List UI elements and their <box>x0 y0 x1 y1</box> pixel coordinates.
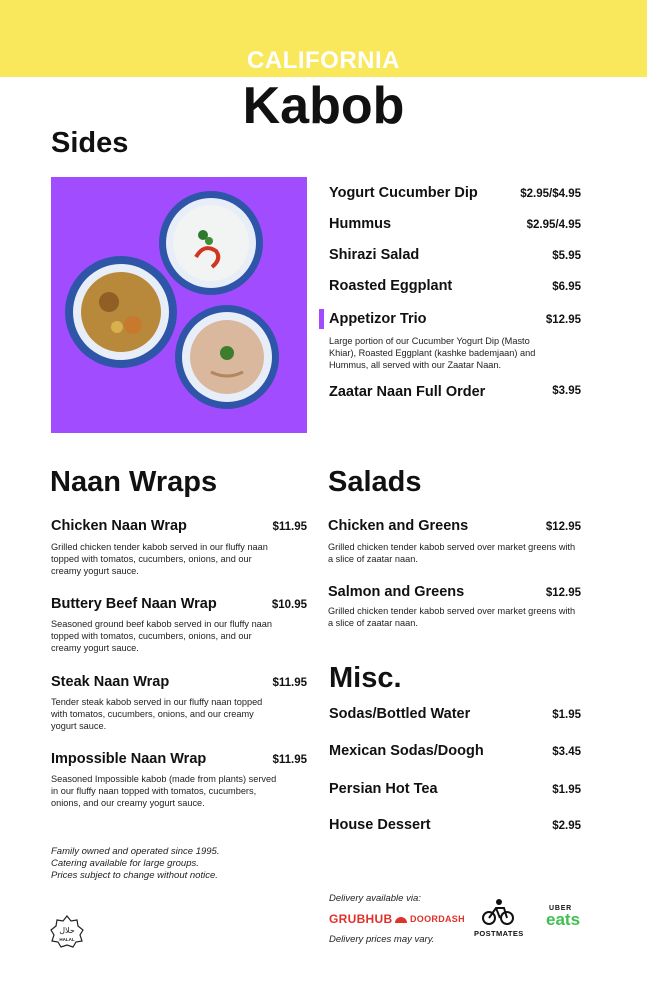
brand-main-text: Kabob <box>242 77 405 135</box>
menu-item-price: $12.95 <box>545 314 581 326</box>
halal-icon <box>50 915 84 949</box>
eats-logo-text: eats <box>546 910 581 929</box>
menu-item-price: $2.95 <box>552 820 581 832</box>
menu-item-price: $3.45 <box>552 746 581 758</box>
doordash-logo <box>395 914 465 924</box>
menu-item-description: Large portion of our Cucumber Yogurt Dip (Masto Khiar), Roasted Eggplant (kashke bademjaan) and Hummus, all served with our Zaatar Naan. <box>329 336 536 370</box>
menu-item-price: $2.95/4.95 <box>526 219 581 231</box>
menu-item-price: $11.95 <box>272 677 307 689</box>
menu-item-description: Seasoned Impossible kabob (made from plants) served in our fluffy naan topped with tomatos, cucumbers, onions, and our creamy yogurt sauce. <box>51 774 277 808</box>
halal-arabic-text: حلال <box>59 926 75 935</box>
menu-item-name: Persian Hot Tea <box>329 781 438 797</box>
footer-line: Catering available for large groups. <box>51 858 199 869</box>
menu-item-price: $5.95 <box>552 250 581 262</box>
grubhub-logo: GRUBHUB <box>329 912 393 926</box>
menu-item-name: Zaatar Naan Full Order <box>329 384 486 400</box>
doordash-logo-text: DOORDASH <box>410 914 465 924</box>
menu-item-price: $1.95 <box>552 784 581 796</box>
food-bowls-image <box>51 177 307 433</box>
menu-item-description: Seasoned ground beef kabob served in our fluffy naan topped with tomatos, cucumbers, onions, and our creamy yogurt sauce. <box>51 619 273 653</box>
footer-line: Family owned and operated since 1995. <box>51 846 220 857</box>
menu-item-name: Mexican Sodas/Doogh <box>329 743 484 759</box>
misc-title: Misc. <box>329 662 402 694</box>
menu-item-price: $12.95 <box>545 587 581 599</box>
menu-item-price: $11.95 <box>272 754 307 766</box>
delivery-label: Delivery available via: <box>329 893 421 904</box>
menu-item-description: Grilled chicken tender kabob served over market greens with a slice of zaatar naan. <box>328 542 576 564</box>
menu-item-price: $1.95 <box>552 709 581 721</box>
menu-item-name: House Dessert <box>329 817 431 833</box>
menu-item-description: Grilled chicken tender kabob served in our fluffy naan topped with tomatos, cucumbers, onions, and our creamy yogurt sauce. <box>51 542 268 576</box>
salads-title: Salads <box>328 466 422 498</box>
menu-item-price: $10.95 <box>271 599 307 611</box>
footer-notes <box>51 846 219 882</box>
postmates-bike-icon <box>482 898 514 926</box>
halal-badge <box>50 915 84 949</box>
menu-item-name: Sodas/Bottled Water <box>329 706 471 722</box>
menu-item-name: Yogurt Cucumber Dip <box>329 185 478 201</box>
menu-item-name: Appetizor Trio <box>329 311 427 327</box>
menu-item-description: Grilled chicken tender kabob served over market greens with a slice of zaatar naan. <box>328 606 576 628</box>
naan-wraps-title: Naan Wraps <box>50 466 218 498</box>
delivery-note: Delivery prices may vary. <box>329 934 435 945</box>
menu-item-price: $11.95 <box>272 521 307 533</box>
halal-label-text: HALAL <box>59 937 75 942</box>
menu-item-price: $6.95 <box>552 281 581 293</box>
footer-line: Prices subject to change without notice. <box>51 870 218 881</box>
menu-item-name: Chicken Naan Wrap <box>51 518 187 534</box>
highlight-marker <box>319 309 324 329</box>
sides-photo <box>51 177 307 433</box>
menu-item-name: Roasted Eggplant <box>329 278 453 294</box>
uber-logo-text: UBER <box>549 905 573 912</box>
menu-item-name: Steak Naan Wrap <box>51 674 170 690</box>
menu-item-name: Shirazi Salad <box>329 247 420 263</box>
menu-item-name: Buttery Beef Naan Wrap <box>51 596 217 612</box>
menu-item-price: $2.95/$4.95 <box>520 188 581 200</box>
menu-item-price: $3.95 <box>552 385 581 397</box>
menu-item-name: Hummus <box>329 216 392 232</box>
brand-top-text: CALIFORNIA <box>247 47 400 74</box>
menu-item-name: Chicken and Greens <box>328 518 469 534</box>
postmates-logo-text: POSTMATES <box>474 929 524 938</box>
menu-item-price: $12.95 <box>545 521 581 533</box>
menu-item-name: Salmon and Greens <box>328 584 465 600</box>
doordash-icon <box>395 917 407 923</box>
sides-title: Sides <box>51 127 129 159</box>
menu-item-description: Tender steak kabob served in our fluffy naan topped with tomatos, cucumbers, onions, and our creamy yogurt sauce. <box>51 697 263 731</box>
menu-item-name: Impossible Naan Wrap <box>51 751 207 767</box>
